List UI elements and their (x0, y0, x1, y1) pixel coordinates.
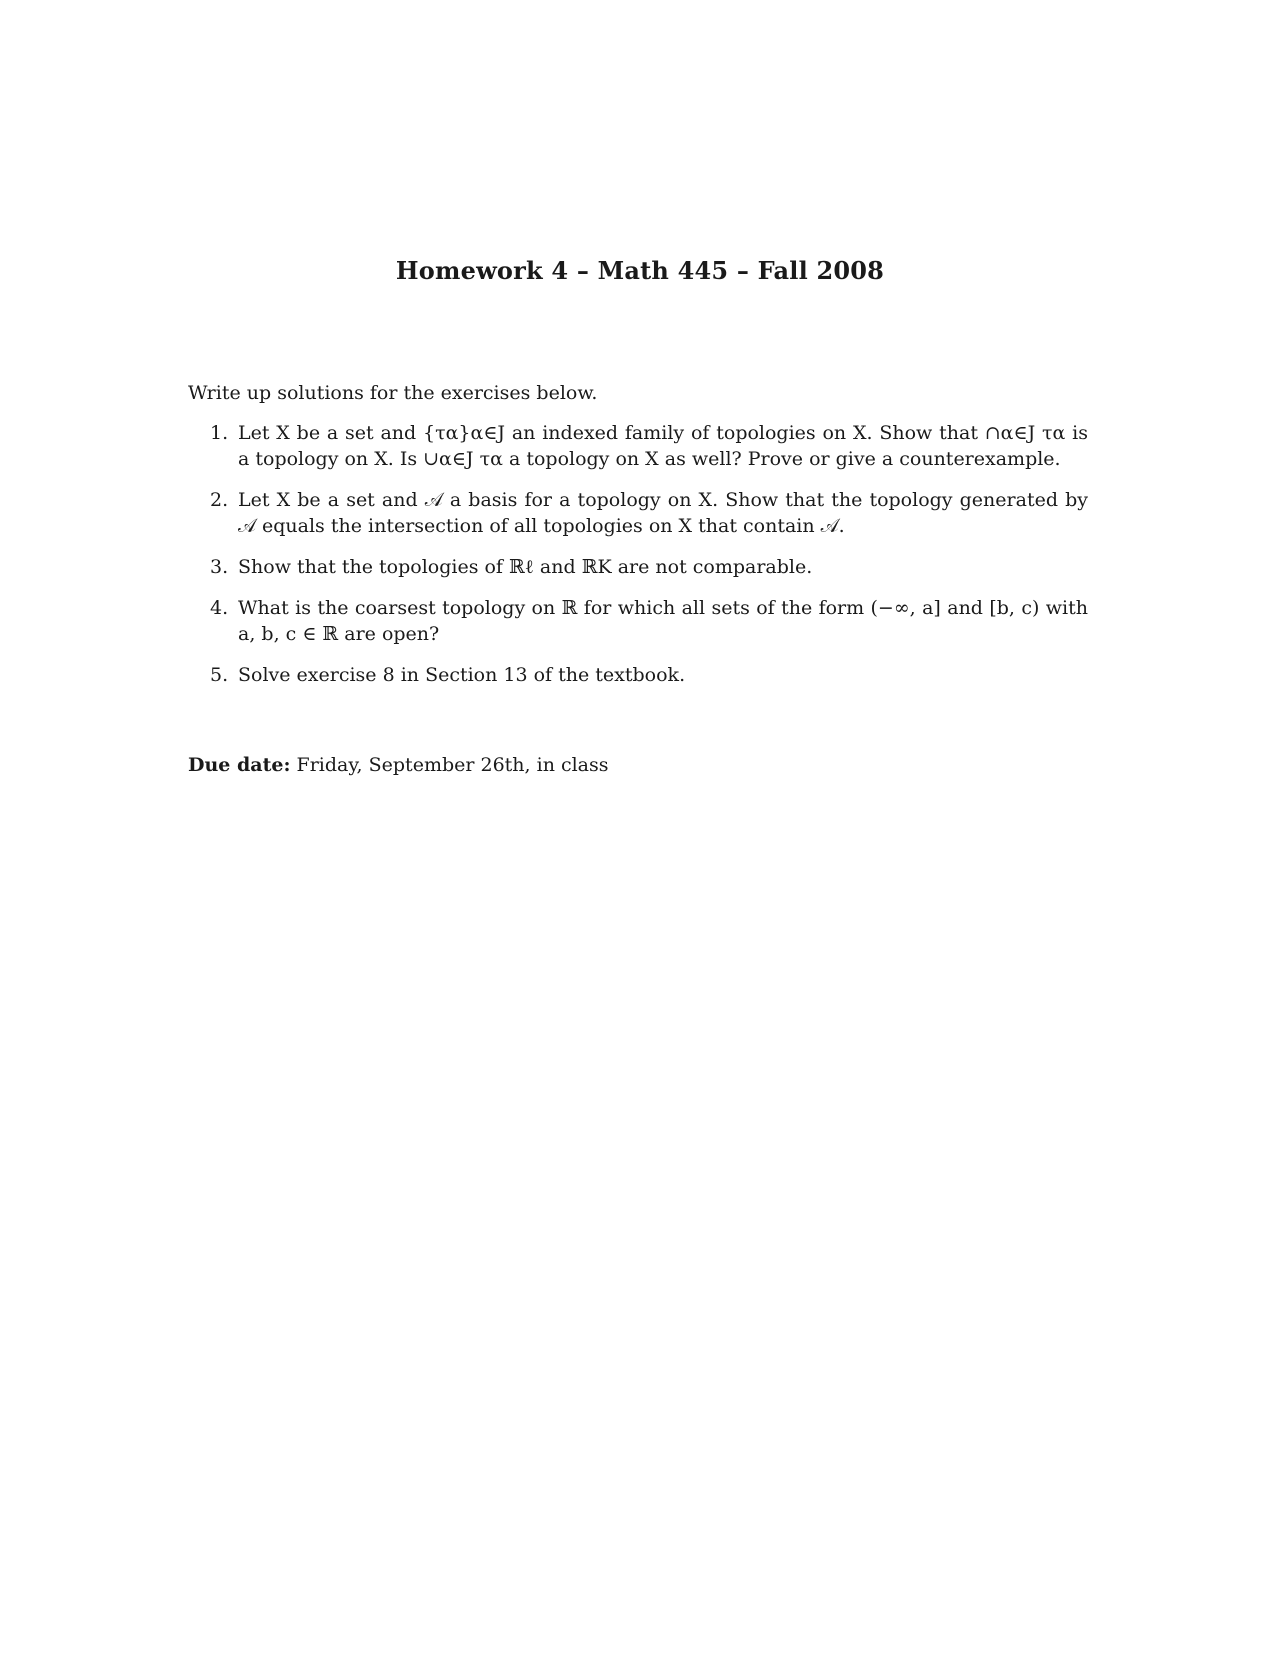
exercise-item-5 (210, 662, 1088, 688)
exercise-text: What is the coarsest topology on ℝ for which all sets of the form (−∞, a] and [b, c) with a, b, c ∈ ℝ are open? (238, 597, 1088, 645)
exercise-list (210, 420, 1088, 703)
exercise-item-3 (210, 554, 1088, 580)
exercise-text: Let X be a set and {τα}α∈J an indexed family of topologies on X. Show that ∩α∈J τα is a topology on X. Is ∪α∈J τα a topology on X as well? Prove or give a counterexample. (238, 422, 1088, 470)
exercise-number: 5. (210, 664, 229, 686)
exercise-item-4 (210, 595, 1088, 647)
exercise-text: Solve exercise 8 in Section 13 of the textbook. (238, 664, 686, 686)
exercise-number: 3. (210, 556, 229, 578)
exercise-item-2 (210, 487, 1088, 539)
due-date (188, 754, 609, 776)
exercise-number: 4. (210, 597, 229, 619)
exercise-number: 2. (210, 489, 229, 511)
exercise-text: Show that the topologies of ℝℓ and ℝK are not comparable. (238, 556, 813, 578)
intro-text: Write up solutions for the exercises below. (188, 382, 598, 404)
exercise-number: 1. (210, 422, 229, 444)
exercise-text: Let X be a set and 𝒜 a basis for a topology on X. Show that the topology generated by 𝒜 equals the intersection of all topologies on X that contain 𝒜. (238, 489, 1088, 537)
exercise-item-1 (210, 420, 1088, 472)
due-date-value: Friday, September 26th, in class (296, 754, 609, 776)
page-title: Homework 4 – Math 445 – Fall 2008 (395, 256, 885, 285)
due-date-label: Due date: (188, 754, 291, 776)
